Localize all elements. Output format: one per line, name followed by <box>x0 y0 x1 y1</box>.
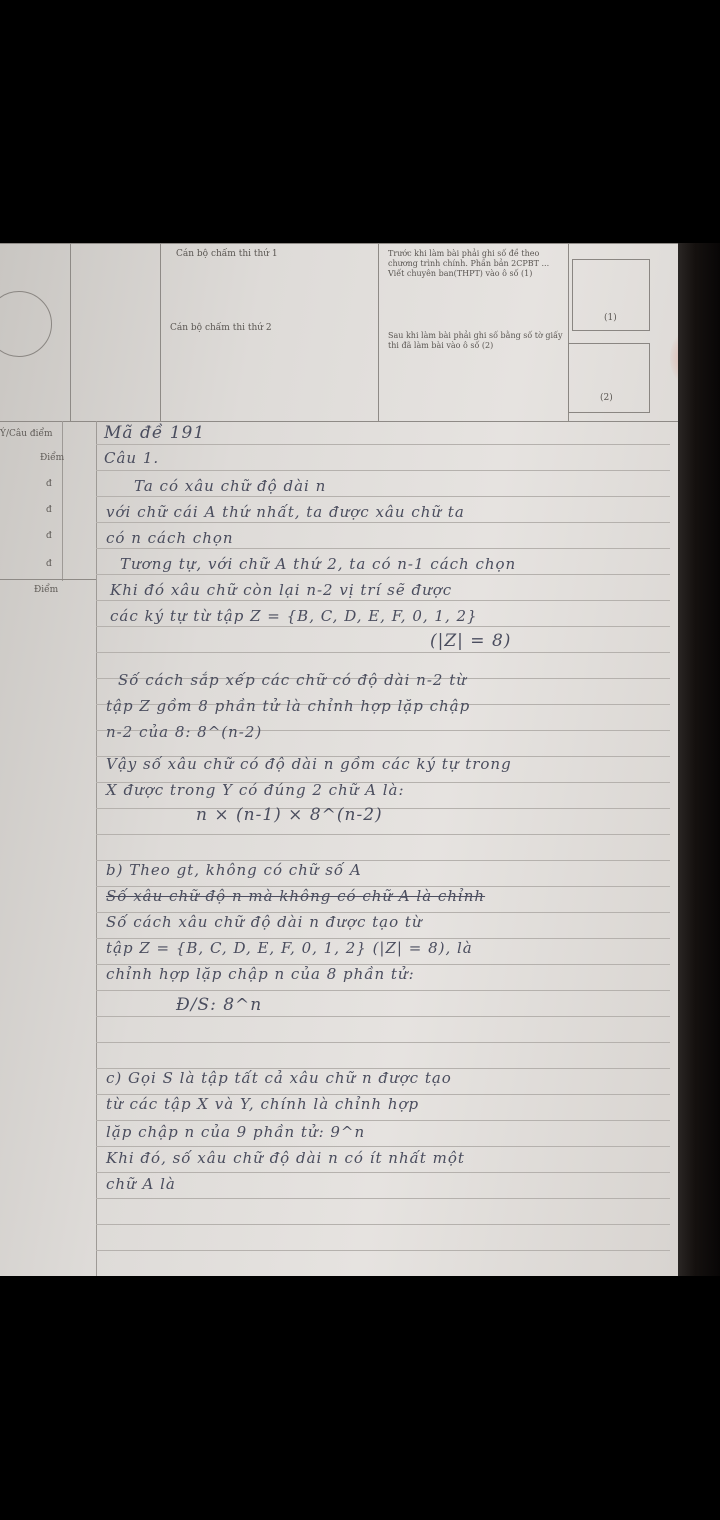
margin-label-4: đ <box>46 531 52 541</box>
answer-line: lặp chập n của 9 phần tử: 9^n <box>106 1123 366 1141</box>
answer-line: Tương tự, với chữ A thứ 2, ta có n-1 cách chọn <box>120 555 517 573</box>
exam-code: Mã đề 191 <box>104 423 206 443</box>
answer-line: Số cách sắp xếp các chữ có độ dài n-2 từ <box>118 671 467 689</box>
grader-2-label: Cán bộ chấm thi thứ 2 <box>170 323 272 333</box>
answer-line: n-2 của 8: 8^(n-2) <box>106 723 263 741</box>
answer-line: Số cách xâu chữ độ dài n được tạo từ <box>106 913 423 931</box>
struck-line: Số xâu chữ độ n mà không có chữ A là chỉnh <box>106 887 486 905</box>
answer-line: chỉnh hợp lặp chập n của 8 phần tử: <box>106 965 415 983</box>
answer-line: tập Z gồm 8 phần tử là chỉnh hợp lặp chập <box>106 697 471 715</box>
box-1-label: (1) <box>604 313 617 323</box>
exam-header <box>0 243 680 423</box>
margin-label-6: Điểm <box>34 585 59 595</box>
answer-line: X được trong Y có đúng 2 chữ A là: <box>106 781 405 799</box>
question-1-heading: Câu 1. <box>104 449 160 467</box>
answer-formula: (|Z| = 8) <box>430 631 512 651</box>
answer-line: Ta có xâu chữ độ dài n <box>134 477 327 495</box>
answer-line: Khi đó, số xâu chữ độ dài n có ít nhất một <box>106 1149 465 1167</box>
part-b-heading: b) Theo gt, không có chữ số A <box>106 861 362 879</box>
margin-label-5: đ <box>46 559 52 569</box>
margin-label-0: Ý/Câu điểm <box>0 429 53 439</box>
instruction-note-2: Sau khi làm bài phải ghi số bằng số tờ giấy thi đã làm bài vào ô số (2) <box>388 331 563 350</box>
answer-line: từ các tập X và Y, chính là chỉnh hợp <box>106 1095 420 1113</box>
margin-label-2: đ <box>46 479 52 489</box>
answer-line: tập Z = {B, C, D, E, F, 0, 1, 2} (|Z| = 8), là <box>106 939 473 957</box>
part-c-heading: c) Gọi S là tập tất cả xâu chữ n được tạo <box>106 1069 452 1087</box>
box-2-label: (2) <box>600 393 613 403</box>
paper-photo <box>0 243 720 1276</box>
answer-line: có n cách chọn <box>106 529 234 547</box>
seal-circle <box>0 291 52 357</box>
instruction-note-1: Trước khi làm bài phải ghi số đề theo chương trình chính. Phần bản 2CPBT ... Viết chuyên ban(THPT) vào ô số (1) <box>388 249 550 278</box>
phone-edge-shadow <box>678 243 720 1276</box>
answer-line: Vậy số xâu chữ có độ dài n gồm các ký tự trong <box>106 755 512 773</box>
answer-result: Đ/S: 8^n <box>176 995 263 1015</box>
answer-line: các ký tự từ tập Z = {B, C, D, E, F, 0, 1, 2} <box>110 607 478 625</box>
answer-line: với chữ cái A thứ nhất, ta được xâu chữ ta <box>106 503 465 521</box>
answer-line: chữ A là <box>106 1175 176 1193</box>
grader-1-label: Cán bộ chấm thi thứ 1 <box>176 249 278 259</box>
margin-label-1: Điểm <box>40 453 65 463</box>
answer-line: Khi đó xâu chữ còn lại n-2 vị trí sẽ được <box>110 581 453 599</box>
answer-formula: n × (n-1) × 8^(n-2) <box>196 805 383 825</box>
margin-label-3: đ <box>46 505 52 515</box>
